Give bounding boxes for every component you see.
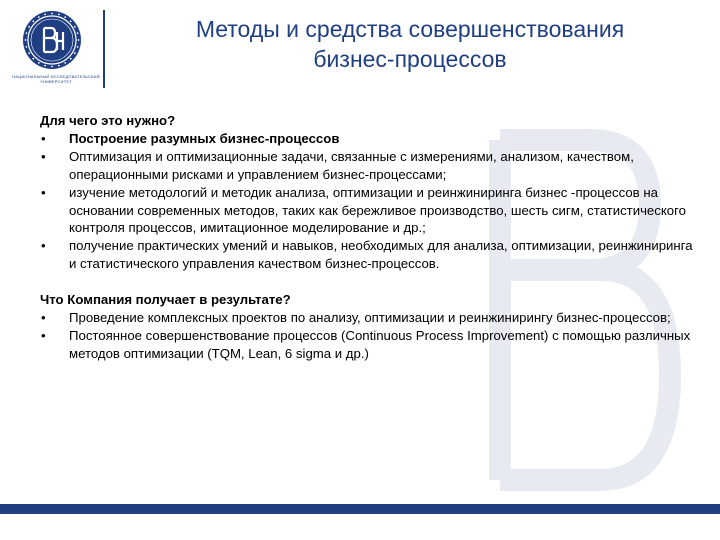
list-item-text: Постоянное совершенствование процессов (Continuous Process Improvement) с помощью различных методов оптимизации (TQM, Lean, 6 sigma и др.) (69, 327, 691, 361)
header-divider (103, 10, 105, 88)
title-line-1: Методы и средства совершенствования (195, 16, 625, 42)
list-item (40, 130, 695, 148)
section-spacer (40, 273, 695, 291)
title-line-2: бизнес-процессов (313, 46, 507, 72)
university-logo (10, 10, 100, 90)
section-heading-purpose: Для чего это нужно? (40, 113, 176, 128)
bullet-icon: • (41, 130, 46, 146)
page-title (140, 14, 680, 74)
bullet-icon: • (41, 327, 46, 343)
list-item (40, 237, 695, 273)
list-item (40, 148, 695, 184)
list-item (40, 184, 695, 238)
bullet-icon: • (41, 310, 46, 326)
list-item-text: Проведение комплексных проектов по анализу, оптимизации и реинжинирингу бизнес-процессов; (69, 310, 671, 326)
purpose-list (40, 130, 695, 273)
logo-caption: НАЦИОНАЛЬНЫЙ ИССЛЕДОВАТЕЛЬСКИЙ УНИВЕРСИТЕТ (12, 74, 100, 84)
list-item-text: изучение методологий и методик анализа, оптимизации и реинжиниринга бизнес -процессов на основании современных методов, таких как бережливое производство, шесть сигм, статистического контроля процессов, имитационное моделирование и др.; (69, 184, 686, 236)
footer-bar (0, 504, 720, 514)
list-item (40, 309, 695, 327)
list-item-text: Построение разумных бизнес-процессов (69, 130, 340, 146)
results-list (40, 309, 695, 363)
hse-seal-icon (22, 10, 82, 70)
bullet-icon: • (41, 148, 46, 164)
list-item-text: получение практических умений и навыков, необходимых для анализа, оптимизации, реинжиниринга и статистического управления качеством бизнес-процессов. (69, 238, 693, 272)
section-heading-results: Что Компания получает в результате? (40, 292, 291, 308)
list-item-text: Оптимизация и оптимизационные задачи, связанные с измерениями, анализом, качеством, операционными рисками и управлением бизнес-процессами; (69, 148, 634, 182)
slide-body (40, 112, 695, 363)
list-item (40, 327, 695, 363)
bullet-icon: • (41, 238, 46, 254)
bullet-icon: • (41, 184, 46, 200)
